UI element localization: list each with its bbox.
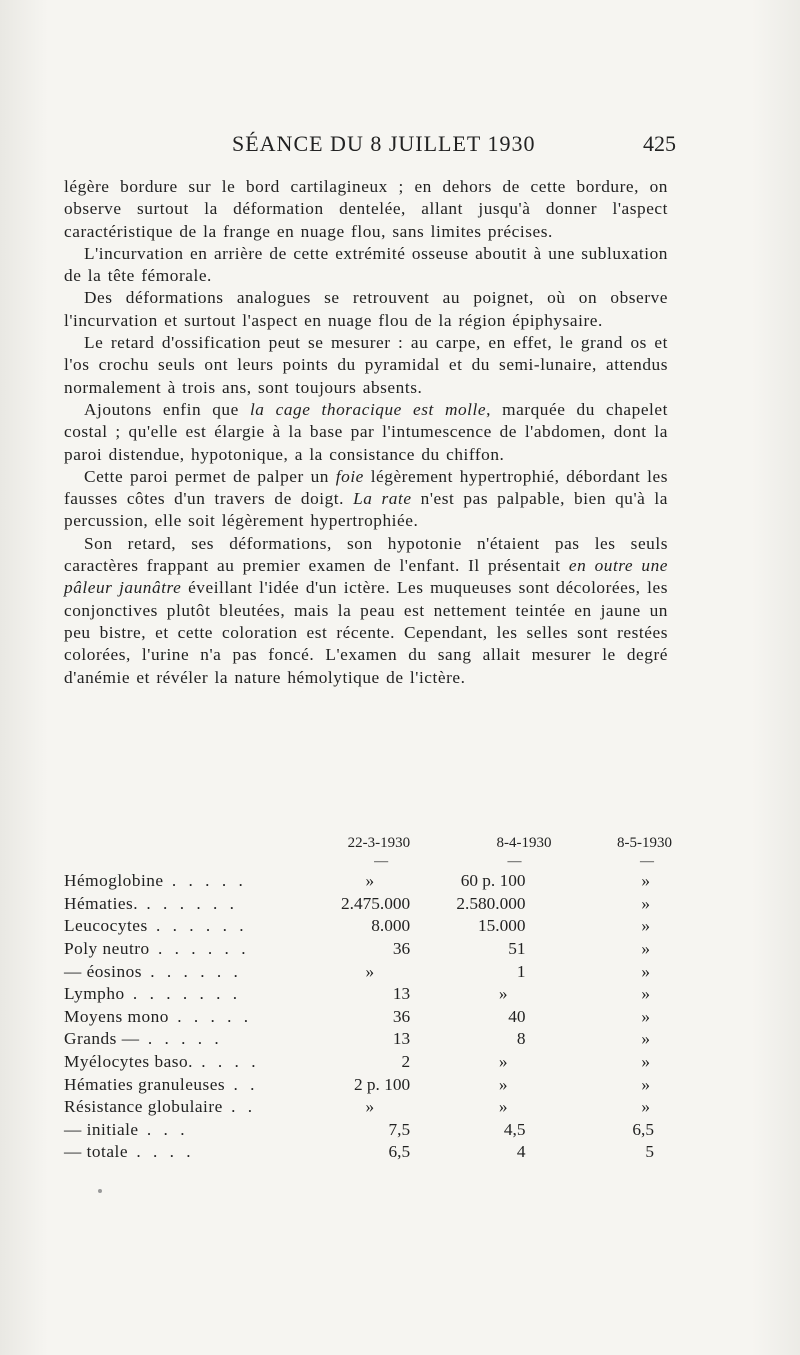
cell-value-2: 1	[516, 961, 526, 981]
row-label	[64, 915, 296, 938]
leader-dots: . . . . . .	[149, 939, 250, 959]
cell-value-1: 13	[392, 1029, 411, 1049]
cell-value-3: »	[641, 1097, 650, 1117]
text-run: L'incurvation en arrière de cette extrémité osseuse aboutit à une subluxation de la tête fémorale.	[64, 243, 668, 286]
cell-value-2: 2.580.000	[456, 893, 526, 913]
italic-phrase: en outre une pâleur jaunâtre	[64, 556, 669, 598]
paragraph	[64, 176, 668, 243]
cell-value-2: 60 p. 100	[460, 871, 526, 891]
blood-exam-table	[64, 832, 672, 1164]
cell-value-2: »	[498, 1052, 508, 1072]
table-row	[64, 983, 672, 1006]
date-dash-3: —	[640, 854, 654, 869]
cell-value-2: 8	[516, 1029, 526, 1049]
table-row	[64, 915, 672, 938]
row-label	[64, 1119, 296, 1142]
date-header-1: 22-3-1930	[347, 834, 411, 851]
table-row	[64, 1119, 672, 1142]
cell-value-1: 8.000	[371, 916, 411, 936]
row-label	[64, 1096, 296, 1119]
table-row	[64, 1141, 672, 1164]
cell-value-3: »	[641, 939, 650, 959]
cell-value-2: »	[498, 1097, 508, 1117]
row-label-text: Grands —	[64, 1029, 140, 1049]
cell-value-1: 6,5	[388, 1142, 411, 1162]
cell-value-2: 40	[508, 1006, 526, 1026]
leader-dots: . . . . .	[139, 1029, 223, 1049]
leader-dots: . . . . . .	[138, 893, 238, 913]
cell-value-1: »	[365, 871, 375, 891]
table-row	[64, 1006, 672, 1029]
text-run: éveillant l'idée d'un ictère. Les muqueuses sont décolorées, les conjonctives plutôt bleutées, mais la peau est nettement teintée en jaune un peu bistre, et cette coloration est récente. Cependant, les selles sont restées colorées, l'urine n'a pas foncé. L'examen du sang allait mesurer le degré d'anémie et révéler la nature hémolytique de l'ictère.	[64, 578, 668, 687]
paragraph	[64, 466, 668, 533]
row-label	[64, 983, 296, 1006]
leader-dots: . . . . . . .	[124, 984, 242, 1004]
text-run: , marquée du chapelet costal ; qu'elle est élargie à la base par l'intumescence de l'abdomen, dont la paroi distendue, hypotonique, a la consistance du chiffon.	[64, 399, 668, 464]
row-label	[64, 893, 296, 916]
row-label	[64, 1051, 296, 1074]
row-label-text: Leucocytes	[64, 916, 148, 936]
paragraph	[64, 533, 668, 689]
leader-dots: . . . . . .	[141, 961, 242, 981]
cell-value-3: 6,5	[632, 1119, 654, 1139]
leader-dots: . . .	[138, 1119, 189, 1139]
table-row	[64, 870, 672, 893]
cell-value-3: 5	[645, 1142, 654, 1162]
text-run: légèrement hypertrophié, débordant les fausses côtes d'un travers de doigt.	[64, 466, 668, 509]
dash-row	[64, 854, 672, 870]
leader-dots: . . . . .	[163, 871, 247, 891]
row-label	[64, 1028, 296, 1051]
cell-value-3: »	[641, 871, 650, 891]
stray-mark	[98, 1189, 102, 1193]
cell-value-2: 51	[508, 939, 526, 959]
cell-value-3: »	[641, 1052, 650, 1072]
cell-value-1: 7,5	[388, 1119, 411, 1139]
text-run: Cette paroi permet de palper un	[84, 466, 336, 486]
text-run: Ajoutons enfin que	[84, 399, 250, 419]
row-label	[64, 1073, 296, 1096]
row-label-text: — initiale	[64, 1119, 139, 1139]
leader-dots: . .	[225, 1074, 259, 1094]
row-label-text: Hématies.	[64, 893, 139, 913]
date-dash-1: —	[374, 854, 389, 869]
cell-value-1: 36	[392, 1006, 411, 1026]
cell-value-1: 2	[401, 1052, 411, 1072]
cell-value-3: »	[641, 1029, 650, 1049]
row-label-text: — totale	[64, 1142, 128, 1162]
row-label-text: Poly neutro	[64, 939, 150, 959]
cell-value-1: 2.475.000	[341, 893, 411, 913]
table-row	[64, 960, 672, 983]
text-run: légère bordure sur le bord cartilagineux ; en dehors de cette bordure, on observe surtout la déformation dentelée, allant jusqu'à donner l'aspect caractéristique de la frange en nuage flou, sans limites précises.	[64, 177, 668, 241]
leader-dots: . . . .	[128, 1142, 195, 1162]
text-run: n'est pas palpable, bien qu'à la percussion, elle soit légèrement hypertrophiée.	[64, 489, 668, 531]
date-header-3: 8-5-1930	[617, 834, 672, 851]
date-header-row	[64, 832, 672, 854]
leader-dots: . . . .	[192, 1052, 260, 1072]
row-label	[64, 960, 296, 983]
cell-value-3: »	[641, 1006, 650, 1026]
italic-phrase: la cage thoracique est molle	[249, 399, 487, 419]
table-row	[64, 1096, 672, 1119]
cell-value-2: »	[498, 984, 508, 1004]
table-row	[64, 1028, 672, 1051]
leader-dots: . . . . . .	[147, 916, 248, 936]
text-run: Le retard d'ossification peut se mesurer : au carpe, en effet, le grand os et l'os crochu seuls ont leurs points du pyramidal et du semi-lunaire, attendus normalement à trois ans, sont toujours absents.	[64, 333, 668, 397]
text-run: Des déformations analogues se retrouvent au poignet, où on observe l'incurvation et surtout l'aspect en nuage flou de la région épiphysaire.	[64, 288, 668, 330]
row-label-text: Myélocytes baso.	[64, 1052, 193, 1072]
cell-value-2: 15.000	[477, 916, 526, 936]
row-label-text: Lympho	[64, 984, 125, 1004]
cell-value-1: 13	[392, 984, 411, 1004]
row-label	[64, 1141, 296, 1164]
row-label-text: Hématies granuleuses	[64, 1074, 226, 1094]
row-label-text: Moyens mono	[64, 1006, 169, 1026]
date-header-2: 8-4-1930	[496, 834, 552, 851]
table-row	[64, 893, 672, 916]
table-row	[64, 1051, 672, 1074]
cell-value-2: 4,5	[503, 1119, 526, 1139]
table-row	[64, 1073, 672, 1096]
text-run: Son retard, ses déformations, son hypotonie n'étaient pas les seuls caractères frappant au premier examen de l'enfant. Il présentait	[64, 533, 668, 576]
cell-value-1: »	[365, 961, 375, 981]
italic-phrase: La rate	[353, 489, 412, 509]
page-number: 425	[643, 131, 676, 156]
cell-value-1: 36	[392, 939, 411, 959]
row-label-text: — éosinos	[64, 961, 142, 981]
row-label	[64, 1006, 296, 1029]
row-label-text: Hémoglobine	[64, 871, 164, 891]
label-column-header	[64, 832, 296, 854]
table-row	[64, 938, 672, 961]
cell-value-2: 4	[516, 1142, 526, 1162]
row-label	[64, 938, 296, 961]
cell-value-2: »	[498, 1074, 508, 1094]
row-label	[64, 870, 296, 893]
paragraph	[64, 243, 668, 288]
running-header	[230, 131, 680, 163]
leader-dots: . . . . .	[168, 1006, 253, 1026]
cell-value-3: »	[641, 893, 650, 913]
cell-value-1: »	[365, 1097, 375, 1117]
cell-value-1: 2 p. 100	[353, 1074, 411, 1094]
cell-value-3: »	[641, 961, 650, 981]
date-dash-2: —	[507, 854, 522, 869]
body-text	[64, 176, 668, 689]
row-label-text: Résistance globulaire	[64, 1097, 223, 1117]
italic-phrase: foie	[335, 466, 364, 486]
paragraph	[64, 287, 668, 332]
leader-dots: . .	[222, 1097, 257, 1117]
paragraph	[64, 332, 668, 399]
table-body	[64, 870, 672, 1164]
cell-value-3: »	[641, 984, 650, 1004]
paragraph	[64, 399, 668, 466]
cell-value-3: »	[641, 1074, 650, 1094]
header-title: SÉANCE DU 8 JUILLET 1930	[232, 131, 536, 156]
cell-value-3: »	[641, 916, 650, 936]
